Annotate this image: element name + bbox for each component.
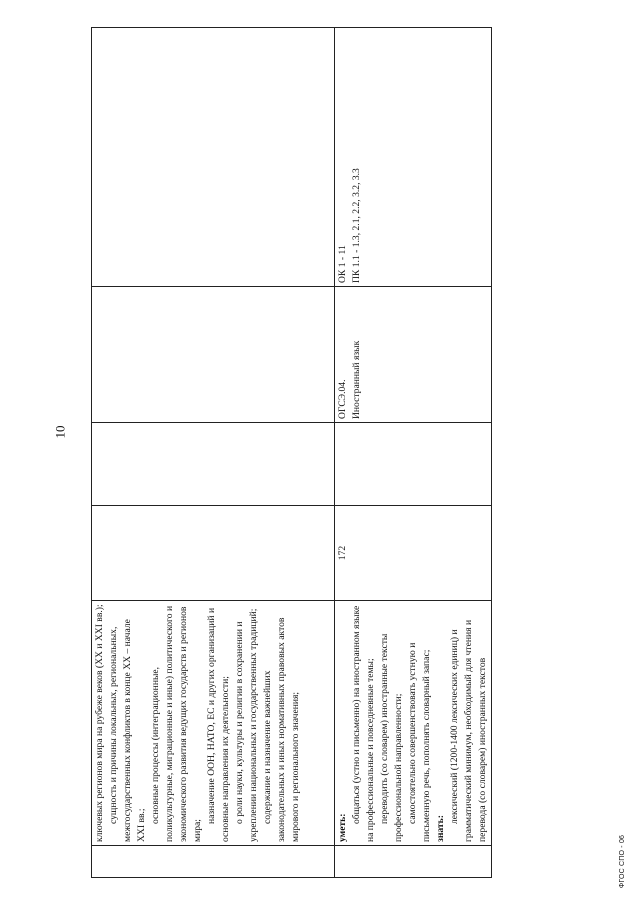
table-cell-discipline: [335, 287, 492, 423]
curriculum-table: [91, 27, 492, 878]
knowledge-label: знать:: [435, 815, 446, 842]
table-cell-empty: [92, 846, 335, 878]
table-row: [335, 28, 492, 878]
skills-list: [350, 604, 434, 842]
requirement-item: назначение ООН, НАТО, ЕС и других организаций и основные направления их деятельности;: [206, 607, 231, 842]
table-row: [92, 28, 335, 878]
knowledge-list: [448, 604, 490, 842]
table-cell-empty: [92, 28, 335, 287]
general-competencies: ОК 1 - 11: [337, 245, 348, 283]
discipline-code: ОГСЭ.04.: [337, 379, 348, 419]
page-number: 10: [52, 425, 68, 439]
professional-competencies: ПК 1.1 - 1.3, 2.1, 2.2, 3.2, 3.3: [351, 168, 362, 283]
skills-label: уметь:: [337, 813, 348, 842]
document-footer: ФГОС СПО - 06: [619, 834, 627, 889]
table-cell-hours: [335, 506, 492, 601]
curriculum-table-rotated: [91, 28, 488, 878]
requirement-item: основные процессы (интеграционные, поликультурные, миграционные и иные) политического и экономического развития ведущих государств и регионов мира;: [150, 605, 203, 842]
table-cell-empty: [92, 287, 335, 423]
table-cell-requirements: [92, 601, 335, 846]
table-cell-empty: [335, 423, 492, 506]
table-cell-competencies: [335, 28, 492, 287]
requirement-item: переводить (со словарем) иностранные тексты профессиональной направленности;: [379, 633, 404, 842]
table-cell-empty: [92, 423, 335, 506]
requirement-item: содержание и назначение важнейших законодательных и иных нормативных правовых актов мирового и регионального значения;: [262, 617, 301, 842]
requirement-item: самостоятельно совершенствовать устную и письменную речь, пополнять словарный запас;: [407, 642, 432, 842]
requirement-item: сущность и причины локальных, региональных, межгосударственных конфликтов в конце XX – начале XXI вв.;: [108, 619, 147, 842]
table-cell-requirements: [335, 601, 492, 846]
table-cell-empty: [335, 846, 492, 878]
requirement-item: лексический (1200-1400 лексических единиц) и грамматический минимум, необходимый для чтения и перевода (со словарем) иностранных текстов: [449, 619, 488, 842]
requirement-item: общаться (устно и письменно) на иностранном языке на профессиональные и повседневные темы;: [351, 605, 376, 842]
requirement-item: о роли науки, культуры и религии в сохранении и укреплении национальных и государственных традиций;: [234, 608, 259, 842]
requirement-item: ключевых регионов мира на рубеже веков (XX и XXI вв.);: [94, 604, 105, 842]
discipline-name: Иностранный язык: [351, 340, 362, 419]
hours-value: 172: [337, 545, 348, 561]
table-cell-empty: [92, 506, 335, 601]
